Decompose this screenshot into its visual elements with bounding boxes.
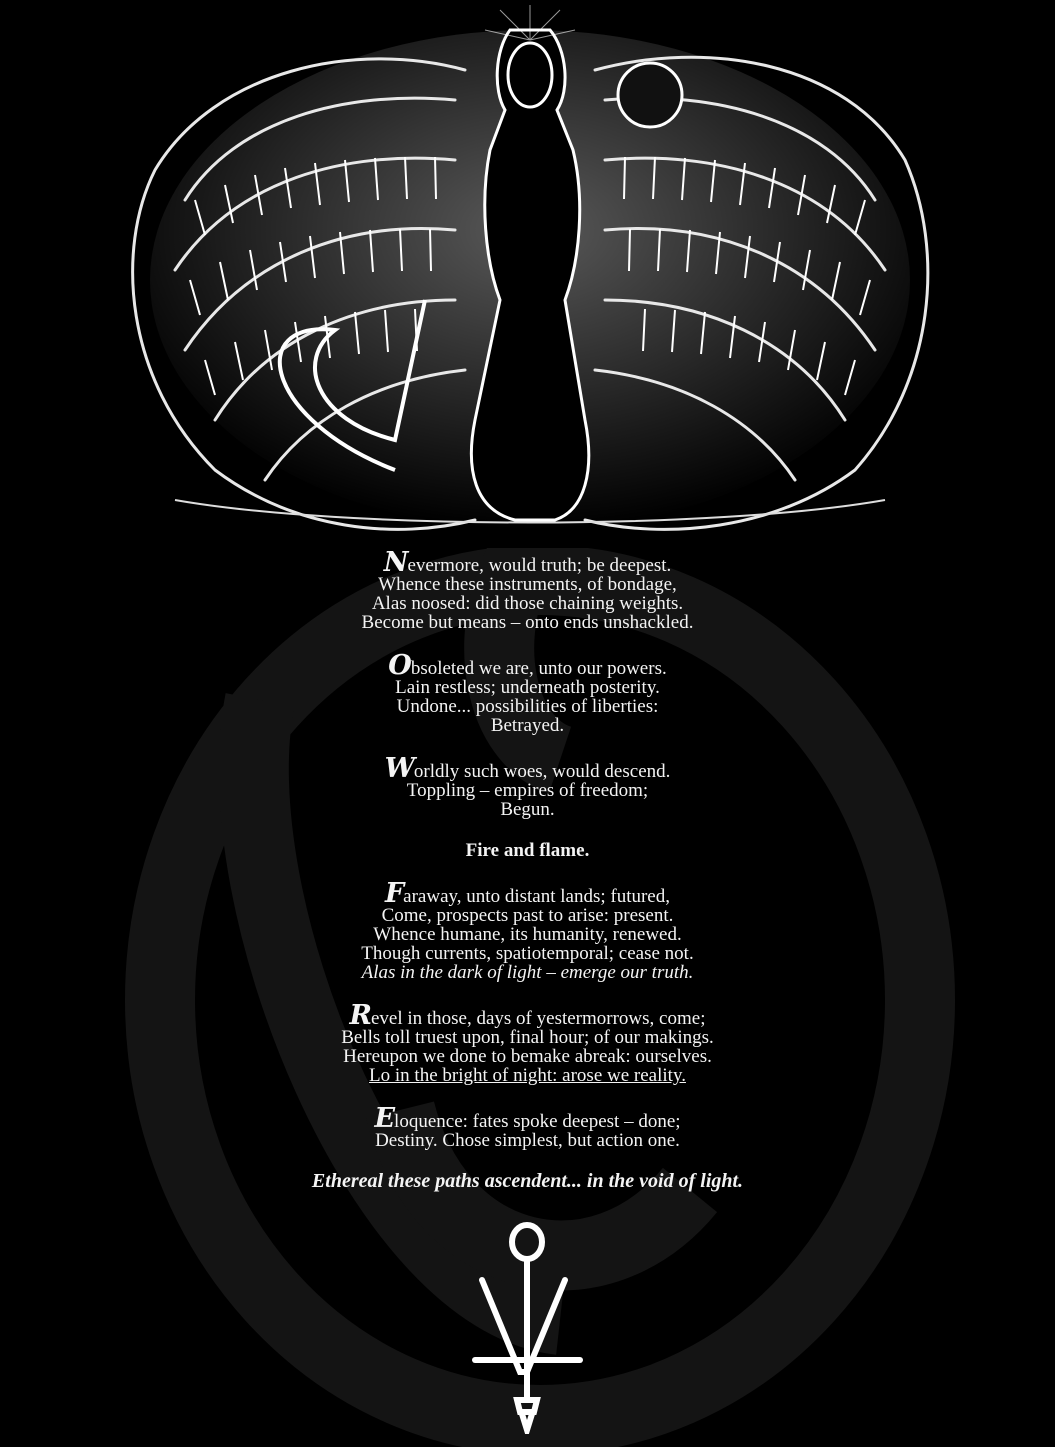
poem-line: Betrayed.: [490, 715, 565, 736]
poem-line: Begun.: [500, 799, 555, 820]
poem-line: Whence these instruments, of bondage,: [378, 574, 677, 595]
interlude-line: Fire and flame.: [465, 840, 590, 861]
winged-figure-illustration: [95, 0, 965, 548]
poem-line: Become but means – onto ends unshackled.: [361, 612, 694, 633]
poem-line: Alas noosed: did those chaining weights.: [371, 593, 684, 614]
poem-line: Toppling – empires of freedom;: [406, 780, 649, 801]
stanza-1: [0, 547, 1055, 633]
poem-line: Lain restless; underneath posterity.: [395, 677, 660, 698]
stanza-1-line-1: Nevermore, would truth; be deepest.: [383, 547, 672, 578]
dropcap: R: [349, 1000, 371, 1031]
dropcap: E: [374, 1103, 395, 1134]
dropcap: O: [388, 650, 411, 681]
dropcap: F: [385, 878, 404, 909]
stanza-6-line-1: Eloquence: fates spoke deepest – done;: [374, 1103, 681, 1134]
poem-line: Hereupon we done to bemake abreak: ourselves.: [343, 1046, 712, 1067]
poem-line: Whence humane, its humanity, renewed.: [373, 924, 682, 945]
stanza-6: [0, 1103, 1055, 1151]
closing-line: Ethereal these paths ascendent... in the void of light.: [311, 1170, 744, 1192]
stanza-2-line-1: Obsoleted we are, unto our powers.: [388, 650, 667, 681]
underlined-poem-line: Lo in the bright of night: arose we reality.: [369, 1065, 686, 1086]
poem-line: Bells toll truest upon, final hour; of our makings.: [341, 1027, 714, 1048]
poem-line: Undone... possibilities of liberties:: [396, 696, 659, 717]
ankh-v-sigil-icon: [470, 1222, 585, 1434]
stanza-4: [0, 878, 1055, 983]
stanza-3: [0, 753, 1055, 820]
stanza-5-line-1: Revel in those, days of yestermorrows, come;: [349, 1000, 706, 1031]
stanza-3-line-1: Worldly such woes, would descend.: [384, 753, 671, 784]
dropcap: N: [383, 547, 408, 578]
stanza-5: [0, 1000, 1055, 1086]
italic-poem-line: Alas in the dark of light – emerge our truth.: [361, 962, 694, 983]
poem-line: Though currents, spatiotemporal; cease not.: [361, 943, 694, 964]
dropcap: W: [384, 753, 414, 784]
poem-line: Destiny. Chose simplest, but action one.: [375, 1130, 680, 1151]
poem: [0, 547, 1055, 1192]
poem-line: Come, prospects past to arise: present.: [381, 905, 674, 926]
stanza-4-line-1: Faraway, unto distant lands; futured,: [385, 878, 670, 909]
stanza-2: [0, 650, 1055, 736]
